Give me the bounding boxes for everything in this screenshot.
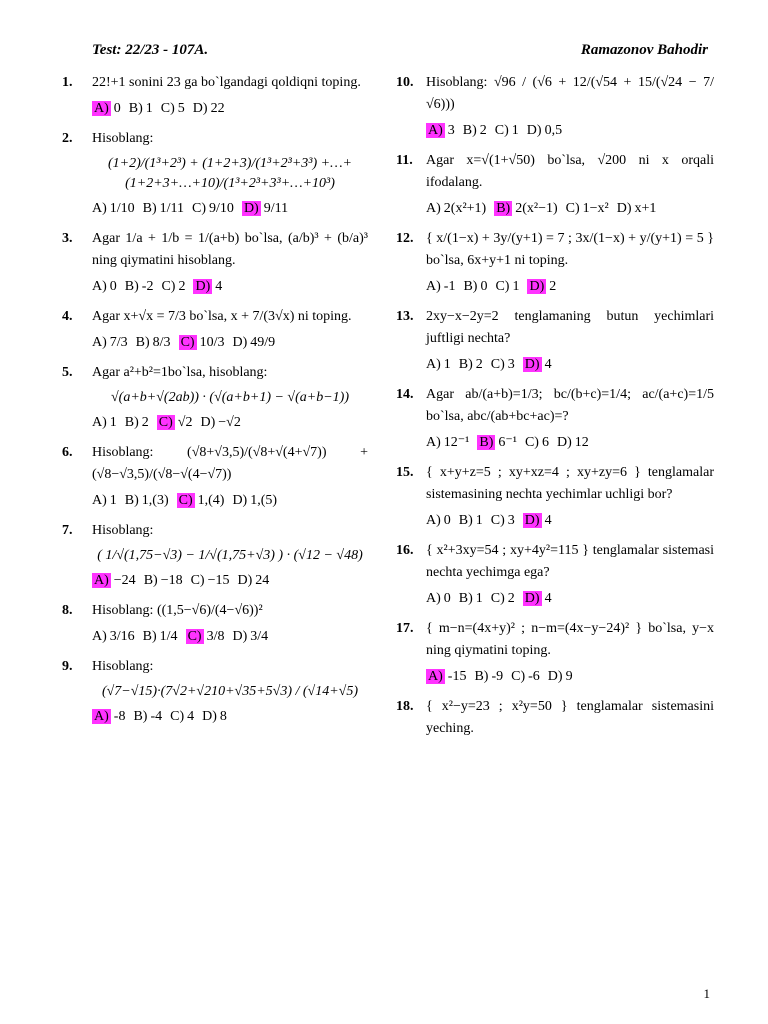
answer-value: 4 [215, 279, 223, 294]
question-text: Agar x+√x = 7/3 bo`lsa, x + 7/(3√x) ni toping. [92, 309, 352, 324]
question-item [396, 540, 714, 610]
answer-letter: B) [124, 279, 139, 294]
answer-value: 3 [507, 513, 515, 528]
answer-value: 2(x²−1) [515, 201, 558, 216]
answer-value: 1 [511, 123, 519, 138]
question-item [62, 128, 368, 220]
answer-value: -4 [150, 709, 163, 724]
question-text: Agar 1/a + 1/b = 1/(a+b) bo`lsa, (a/b)³ + (b/a)³ ning qiymatini hisoblang. [92, 231, 368, 268]
answer-option [125, 415, 149, 430]
answer-letter: D) [202, 709, 217, 724]
answer-letter: B) [124, 493, 139, 508]
answer-option [426, 279, 455, 294]
answer-option [463, 123, 487, 138]
answer-letter: B) [143, 573, 158, 588]
answer-letter: A) [94, 573, 109, 588]
answer-letter: A) [426, 279, 441, 294]
question-item [396, 306, 714, 376]
answer-letter: C) [187, 629, 202, 644]
question-text: Hisoblang: [92, 131, 154, 146]
answer-value: -8 [113, 709, 126, 724]
answer-option [426, 357, 451, 372]
question-number: 3. [62, 231, 73, 246]
answer-value: 3 [507, 357, 515, 372]
answer-value: 0 [443, 591, 451, 606]
answer-option [238, 573, 270, 588]
answer-option [192, 201, 234, 216]
answer-value: 3/16 [109, 629, 135, 644]
answer-letter: A) [92, 279, 107, 294]
question-number: 14. [396, 387, 414, 402]
answer-value: 12⁻¹ [443, 435, 470, 450]
answer-option [232, 335, 275, 350]
answer-options [426, 510, 714, 532]
question-formula: √(a+b+√(2ab)) · (√(a+b+1) − √(a+b−1)) [111, 390, 349, 405]
answer-letter: D) [243, 201, 259, 216]
question-text: 22!+1 sonini 23 ga bo`lgandagi qoldiqni toping. [92, 75, 361, 90]
answer-value: √2 [177, 415, 193, 430]
answer-option [92, 201, 135, 216]
question-item [62, 228, 368, 298]
answer-letter: A) [94, 101, 109, 116]
answer-value: 49/9 [250, 335, 276, 350]
question-text: Hisoblang: [92, 523, 154, 538]
answer-value: 24 [255, 573, 270, 588]
answer-option [232, 629, 268, 644]
test-title: Test: 22/23 - 107A. [92, 42, 209, 58]
answer-option [426, 435, 469, 450]
question-number: 6. [62, 445, 73, 460]
question-text: Hisoblang: (√8+√3,5)/(√8+√(4+√7)) + (√8−√3,5)/(√8−√(4−√7)) [92, 445, 368, 482]
answer-option [202, 709, 227, 724]
answer-value: 7/3 [109, 335, 128, 350]
question-text: { x²−y=23 ; x²y=50 } tenglamalar sistemasini yeching. [426, 699, 714, 736]
question-item [62, 442, 368, 512]
answer-option [143, 629, 178, 644]
answer-value: 0,5 [544, 123, 563, 138]
answer-value: 2(x²+1) [443, 201, 487, 216]
answer-value: 2 [549, 279, 557, 294]
answer-value: 1 [475, 591, 483, 606]
answer-value: 2 [178, 279, 186, 294]
answer-value: 1 [443, 357, 451, 372]
answer-option [525, 435, 549, 450]
answer-value: 9/10 [209, 201, 234, 216]
answer-value: 1,(3) [141, 493, 169, 508]
answer-option [193, 279, 222, 294]
question-text: { x²+3xy=54 ; xy+4y²=115 } tenglamalar sistemasi nechta yechimga ega? [426, 543, 714, 580]
answer-option [242, 201, 288, 216]
answer-option [129, 101, 153, 116]
answer-letter: C) [180, 335, 195, 350]
question-text: Hisoblang: [92, 659, 154, 674]
answer-value: 1/11 [159, 201, 185, 216]
answer-options [92, 332, 368, 354]
answer-option [191, 573, 230, 588]
answer-letter: C) [524, 435, 539, 450]
question-number: 17. [396, 621, 414, 636]
answer-letter: C) [565, 201, 580, 216]
answer-option [495, 279, 519, 294]
answer-value: 1 [475, 513, 483, 528]
answer-letter: D) [232, 335, 248, 350]
answer-value: 2 [479, 123, 487, 138]
answer-letter: A) [426, 513, 441, 528]
answer-letter: D) [524, 357, 540, 372]
answer-value: 3 [447, 123, 455, 138]
answer-letter: A) [426, 591, 441, 606]
question-formula: (√7−√15)·(7√2+√210+√35+5√3) / (√14+√5) [101, 684, 359, 699]
answer-letter: D) [232, 629, 248, 644]
answer-option [426, 669, 466, 684]
answer-letter: A) [428, 669, 443, 684]
question-number: 13. [396, 309, 414, 324]
answer-letter: D) [526, 123, 542, 138]
answer-letter: B) [128, 101, 143, 116]
question-text: { m−n=(4x+y)² ; n−m=(4x−y−24)² } bo`lsa, y−x ning qiymatini toping. [426, 621, 714, 658]
question-text: 2xy−x−2y=2 tenglamaning butun yechimlari juftligi nechta? [426, 309, 714, 346]
answer-letter: C) [161, 279, 176, 294]
question-text: Hisoblang: √96 / (√6 + 12/(√54 + 15/(√24 − 7/√6))) [426, 75, 714, 112]
answer-letter: B) [463, 279, 478, 294]
answer-letter: A) [92, 629, 107, 644]
answer-value: 8 [219, 709, 227, 724]
answer-letter: C) [158, 415, 173, 430]
answer-options [426, 198, 714, 220]
question-item [62, 72, 368, 120]
answer-letter: D) [556, 435, 572, 450]
answer-options [92, 276, 368, 298]
question-text: Agar a²+b²=1bo`lsa, hisoblang: [92, 365, 268, 380]
question-item [396, 696, 714, 740]
answer-option [157, 415, 193, 430]
question-text: Agar ab/(a+b)=1/3; bc/(b+c)=1/4; ac/(a+c)=1/5 bo`lsa, abc/(ab+bc+ac)=? [426, 387, 714, 424]
answer-option [527, 123, 562, 138]
answer-letter: B) [142, 201, 157, 216]
answer-option [161, 101, 185, 116]
answer-letter: C) [511, 669, 526, 684]
answer-option [177, 493, 225, 508]
answer-value: 6 [541, 435, 549, 450]
answer-options [426, 276, 714, 298]
answer-value: 1,(4) [197, 493, 225, 508]
answer-option [491, 591, 515, 606]
answer-option [527, 279, 556, 294]
answer-letter: B) [133, 709, 148, 724]
answer-option [125, 493, 169, 508]
answer-option [170, 709, 194, 724]
answer-letter: B) [124, 415, 139, 430]
answer-option [179, 335, 225, 350]
question-number: 10. [396, 75, 414, 90]
answer-value: -6 [528, 669, 540, 684]
answer-value: 1 [109, 493, 117, 508]
answer-options [426, 354, 714, 376]
answer-letter: B) [496, 201, 511, 216]
question-number: 4. [62, 309, 73, 324]
answer-letter: B) [142, 629, 157, 644]
question-item [396, 384, 714, 454]
page-header [92, 42, 708, 62]
answer-letter: B) [479, 435, 494, 450]
answer-option [144, 573, 183, 588]
answer-value: 2 [141, 415, 149, 430]
right-column [396, 72, 714, 748]
page-number: 1 [703, 986, 710, 1001]
answer-value: 9 [565, 669, 573, 684]
answer-letter: D) [200, 415, 216, 430]
answer-letter: D) [616, 201, 632, 216]
answer-option [426, 123, 455, 138]
answer-option [143, 201, 184, 216]
question-text: { x+y+z=5 ; xy+xz=4 ; xy+zy=6 } tenglamalar sistemasining nechta yechimlar uchligi bor? [426, 465, 714, 502]
answer-letter: B) [135, 335, 150, 350]
answer-letter: D) [192, 101, 208, 116]
question-number: 2. [62, 131, 73, 146]
author-name: Ramazonov Bahodir [580, 42, 708, 58]
answer-letter: B) [458, 591, 473, 606]
answer-letter: D) [529, 279, 545, 294]
answer-options [426, 588, 714, 610]
answer-value: -9 [491, 669, 504, 684]
answer-options [92, 412, 368, 434]
question-item [396, 462, 714, 532]
answer-value: 5 [177, 101, 185, 116]
answer-value: 4 [187, 709, 195, 724]
answer-letter: B) [458, 357, 473, 372]
answer-option [161, 279, 185, 294]
answer-option [494, 201, 557, 216]
answer-value: 22 [210, 101, 225, 116]
answer-value: 3/8 [206, 629, 225, 644]
question-item [396, 150, 714, 220]
answer-value: 1,(5) [250, 493, 278, 508]
answer-option [133, 709, 162, 724]
answer-letter: D) [195, 279, 211, 294]
answer-letter: C) [490, 357, 505, 372]
answer-option [548, 669, 573, 684]
answer-option [459, 357, 483, 372]
question-number: 18. [396, 699, 414, 714]
answer-value: 2 [507, 591, 515, 606]
answer-value: 0 [443, 513, 451, 528]
question-item [62, 362, 368, 434]
question-number: 15. [396, 465, 414, 480]
answer-option [92, 279, 117, 294]
answer-options [92, 570, 368, 592]
question-number: 16. [396, 543, 414, 558]
answer-options [426, 666, 714, 688]
answer-options [92, 626, 368, 648]
answer-option [557, 435, 589, 450]
question-number: 12. [396, 231, 414, 246]
question-item [62, 656, 368, 728]
answer-letter: C) [490, 513, 505, 528]
answer-option [474, 669, 503, 684]
answer-option [523, 513, 552, 528]
answer-value: 1 [145, 101, 153, 116]
answer-letter: A) [92, 335, 107, 350]
answer-letter: C) [495, 279, 510, 294]
answer-letter: A) [426, 357, 441, 372]
answer-value: 8/3 [152, 335, 171, 350]
answer-value: 0 [113, 101, 121, 116]
answer-letter: C) [490, 591, 505, 606]
answer-option [92, 415, 117, 430]
answer-value: −24 [113, 573, 136, 588]
answer-value: 10/3 [199, 335, 225, 350]
answer-option [92, 101, 121, 116]
answer-letter: D) [524, 513, 540, 528]
question-item [396, 228, 714, 298]
answer-option [186, 629, 225, 644]
answer-letter: A) [92, 201, 107, 216]
question-number: 5. [62, 365, 73, 380]
answer-letter: C) [192, 201, 207, 216]
answer-option [459, 513, 483, 528]
answer-value: 0 [480, 279, 488, 294]
answer-option [92, 629, 135, 644]
answer-value: x+1 [634, 201, 657, 216]
question-formula: ( 1/√(1,75−√3) − 1/√(1,75+√3) ) · (√12 − √48) [97, 548, 363, 563]
question-number: 11. [396, 153, 413, 168]
answer-option [459, 591, 483, 606]
question-number: 1. [62, 75, 73, 90]
question-item [62, 306, 368, 354]
answer-value: −18 [160, 573, 183, 588]
answer-option [193, 101, 225, 116]
answer-option [495, 123, 519, 138]
question-item [62, 520, 368, 592]
question-formula: (1+2)/(1³+2³) + (1+2+3)/(1³+2³+3³) +…+ (1+2+3+…+10)/(1³+2³+3³+…+10³) [107, 156, 353, 191]
answer-letter: A) [92, 415, 107, 430]
answer-option [491, 513, 515, 528]
answer-value: −√2 [218, 415, 241, 430]
answer-options [426, 432, 714, 454]
question-text: Agar x=√(1+√50) bo`lsa, √200 ni x orqali ifodalang. [426, 153, 714, 190]
answer-value: −15 [207, 573, 230, 588]
answer-option [491, 357, 515, 372]
answer-letter: C) [190, 573, 205, 588]
answer-value: 0 [109, 279, 117, 294]
answer-value: 4 [544, 513, 552, 528]
answer-value: -15 [447, 669, 467, 684]
question-item [62, 600, 368, 648]
question-item [396, 72, 714, 142]
answer-value: 1/4 [159, 629, 178, 644]
answer-letter: B) [462, 123, 477, 138]
answer-value: 1 [109, 415, 117, 430]
answer-option [523, 357, 552, 372]
answer-option [523, 591, 552, 606]
answer-options [92, 198, 368, 220]
answer-letter: D) [237, 573, 253, 588]
answer-option [92, 335, 128, 350]
answer-value: 1/10 [109, 201, 135, 216]
answer-value: -2 [141, 279, 154, 294]
answer-option [511, 669, 540, 684]
answer-value: 6⁻¹ [498, 435, 517, 450]
answer-option [92, 493, 117, 508]
answer-options [92, 98, 368, 120]
left-column [62, 72, 368, 736]
question-item [396, 618, 714, 688]
answer-option [617, 201, 657, 216]
question-number: 7. [62, 523, 73, 538]
answer-option [426, 591, 451, 606]
answer-option [92, 573, 136, 588]
answer-option [463, 279, 487, 294]
answer-value: 4 [544, 591, 552, 606]
answer-value: 2 [475, 357, 483, 372]
answer-option [426, 513, 451, 528]
answer-value: 9/11 [263, 201, 289, 216]
answer-letter: A) [426, 435, 441, 450]
question-number: 8. [62, 603, 73, 618]
answer-value: -1 [443, 279, 456, 294]
answer-value: 4 [544, 357, 552, 372]
answer-option [200, 415, 240, 430]
answer-options [92, 490, 368, 512]
question-number: 9. [62, 659, 73, 674]
question-text: { x/(1−x) + 3y/(y+1) = 7 ; 3x/(1−x) + y/(y+1) = 5 } bo`lsa, 6x+y+1 ni toping. [426, 231, 714, 268]
answer-value: 1−x² [582, 201, 609, 216]
answer-letter: C) [494, 123, 509, 138]
answer-options [426, 120, 714, 142]
answer-value: 12 [574, 435, 589, 450]
answer-option [125, 279, 154, 294]
answer-letter: D) [524, 591, 540, 606]
answer-letter: A) [426, 201, 441, 216]
question-text: Hisoblang: ((1,5−√6)/(4−√6))² [92, 603, 263, 618]
answer-letter: C) [160, 101, 175, 116]
answer-letter: C) [178, 493, 193, 508]
answer-letter: A) [94, 709, 109, 724]
answer-letter: C) [170, 709, 185, 724]
answer-letter: D) [232, 493, 248, 508]
answer-options [92, 706, 368, 728]
answer-option [92, 709, 125, 724]
answer-value: 3/4 [250, 629, 269, 644]
answer-letter: A) [92, 493, 107, 508]
answer-option [232, 493, 277, 508]
answer-value: 1 [512, 279, 520, 294]
answer-letter: B) [474, 669, 489, 684]
answer-option [477, 435, 517, 450]
answer-option [566, 201, 609, 216]
answer-letter: A) [428, 123, 443, 138]
answer-option [136, 335, 171, 350]
answer-option [426, 201, 486, 216]
answer-letter: D) [547, 669, 563, 684]
answer-letter: B) [458, 513, 473, 528]
